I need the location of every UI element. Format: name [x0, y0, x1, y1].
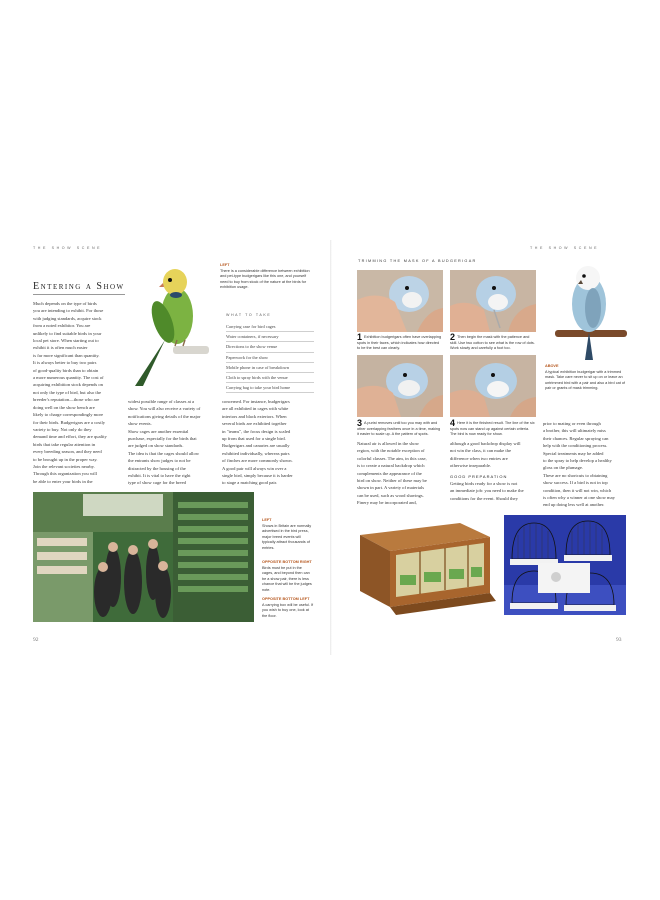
blue-budgie-photo: [545, 262, 627, 362]
caption-top: LEFT There is a considerable difference between exhibition and pet-type budgerigars like this one, and yourself need to buy from stock of the nature at the birds for exhibition usage.: [220, 263, 310, 290]
left-column-3: concerned. For instance, budgerigars are all exhibited in cages with white interiors and black exteriors. When several birds are exhibited together in "teams", the focus design is scaled up from that used for a single bird. Budgerigars and canaries are usually exhibited individually, whereas pairs of finches are more commonly shown. A good pair will always win over a single bird, simply because it is harder to stage a matching good pair.: [222, 399, 293, 486]
caption-above: ABOVE A typical exhibition budgerigar with a trimmed mask. Take care never to sit up on or leave an untrimmed bird with a pair and also a bird cat of pair or grants of mask trimming.: [545, 364, 625, 391]
box-item: Mobile phone in case of breakdown: [226, 363, 314, 373]
left-column-2: widest possible range of classes at a show. You will also receive a variety of notifications giving details of the major show events. Show cages are another essential purchase, especially for the birds that are judged on show standards. The idea is that the cages should allow the entrants show judges to not be distracted by the housing of the exhibit. It is vital to have the right type of show cage for the breed: [128, 399, 201, 486]
right-page-number: 93: [616, 637, 622, 643]
caption-hall: LEFT Shows in Britain are normally advertised in the bird press, major breed events will typically attract thousands of entries.: [262, 518, 312, 550]
left-running-head: THE SHOW SCENE: [33, 246, 103, 250]
box-item: Water containers, if necessary: [226, 332, 314, 342]
right-column-2: although a good backdrop display will not win the class, it can make the difference when two entries are otherwise inseparable. GOOD PREPARATION Getting birds ready for a show is not an immediate job: you need to make the conditions for the event. Should they: [450, 440, 538, 502]
caption-opp-bottom-left: OPPOSITE BOTTOM LEFT A carrying box will be useful. If you wish to buy one, look at the floor.: [262, 597, 314, 618]
what-to-take-box: [226, 313, 314, 393]
step-caption-4: 4 Here it is the finished result. The line of the six spots now can stand up against certain criteria. The bird is now ready for show.: [450, 418, 535, 437]
title-rule: [33, 294, 125, 295]
step-photo-4: [450, 355, 536, 417]
box-title: WHAT TO TAKE: [226, 313, 272, 317]
show-hall-photo: [33, 492, 254, 622]
box-item: Cloth to spray birds with the venue: [226, 373, 314, 383]
box-item: Paperwork for the show: [226, 353, 314, 363]
right-column-1: Natural air is allowed in the show region, with the notable exception of colorful classes. The aim, in this case, is to create a natural backdrop which complements the appearance of the bird on show. Neither of these may be shown in part. A variety of materials can be used, such as wood shavings. Finery may be incorporated and,: [357, 441, 427, 506]
carrying-box-photo: [350, 515, 500, 615]
step-photo-3: [357, 355, 443, 417]
step-caption-2: 2 Then begin the mask with the patience and skill. Use two cotton to see what is the row of dots. Work slowly and carefully a foot too.: [450, 332, 535, 351]
page-title: Entering a Show: [33, 281, 125, 292]
box-item: Carrying case for bird cages: [226, 322, 314, 332]
page-gutter: [330, 240, 332, 655]
step-caption-1: 1 Exhibition budgerigars often have overlapping spots in their faces, which indicates how directed to be the best can clearly.: [357, 332, 442, 351]
show-cages-photo: [504, 515, 626, 615]
step-photo-1: [357, 270, 443, 332]
step-caption-3: 3 A purist removes until too you may with and other overlapping feathers once in a time, making it easier to scale up. A the pattern of spots.: [357, 418, 441, 437]
box-item: Directions to the show venue: [226, 342, 314, 352]
budgie-photo-left: [115, 260, 210, 388]
caption-opp-bottom-right: OPPOSITE BOTTOM RIGHT Birds must be put in the cages, and beyond then can be a show pair, there is less chance that will be the judges note.: [262, 560, 312, 592]
right-column-3: prior to mating or even through a brother, this will ultimately miss their chances. Regular spraying can help with the conditioning process. Special treatments may be added to the spray to help develop a healthy gloss on the plumage. These are no shortcuts to obtaining show success. If a bird is not in top condition, then it will not win, which is often why a winner at one show may end up doing less well at another.: [543, 421, 615, 508]
box-item: Carrying bag to take your bird home: [226, 383, 314, 393]
section-title: TRIMMING THE MASK OF A BUDGERIGAR: [358, 259, 477, 263]
good-preparation-heading: GOOD PREPARATION: [450, 473, 508, 479]
left-page-number: 92: [33, 637, 39, 643]
step-photo-2: [450, 270, 536, 332]
intro-column: Much depends on the type of birds you are intending to exhibit. For those with judging standards, acquire stock from a noted exhibitor. You are unlikely to find suitable birds in your local pet store. When starting out to exhibit it is often much easier is far more significant than quantity. It is always better to buy two pairs of good-quality birds than to obtain a more numerous quantity. The cost of acquiring exhibition stock depends on not only the type of bird, but also the breeder's reputation—those who are doing well on the show bench are likely to charge correspondingly more for their birds. Budgerigars are a costly variety to buy. Not only do they demand time and effort, they are quality birds that take regular attention in every breeding season, and they need to be brought up in the proper way. Join the relevant societies nearby. Through this organization you will be able to enter your birds in the: [33, 301, 107, 484]
right-running-head: THE SHOW SCENE: [530, 246, 600, 250]
